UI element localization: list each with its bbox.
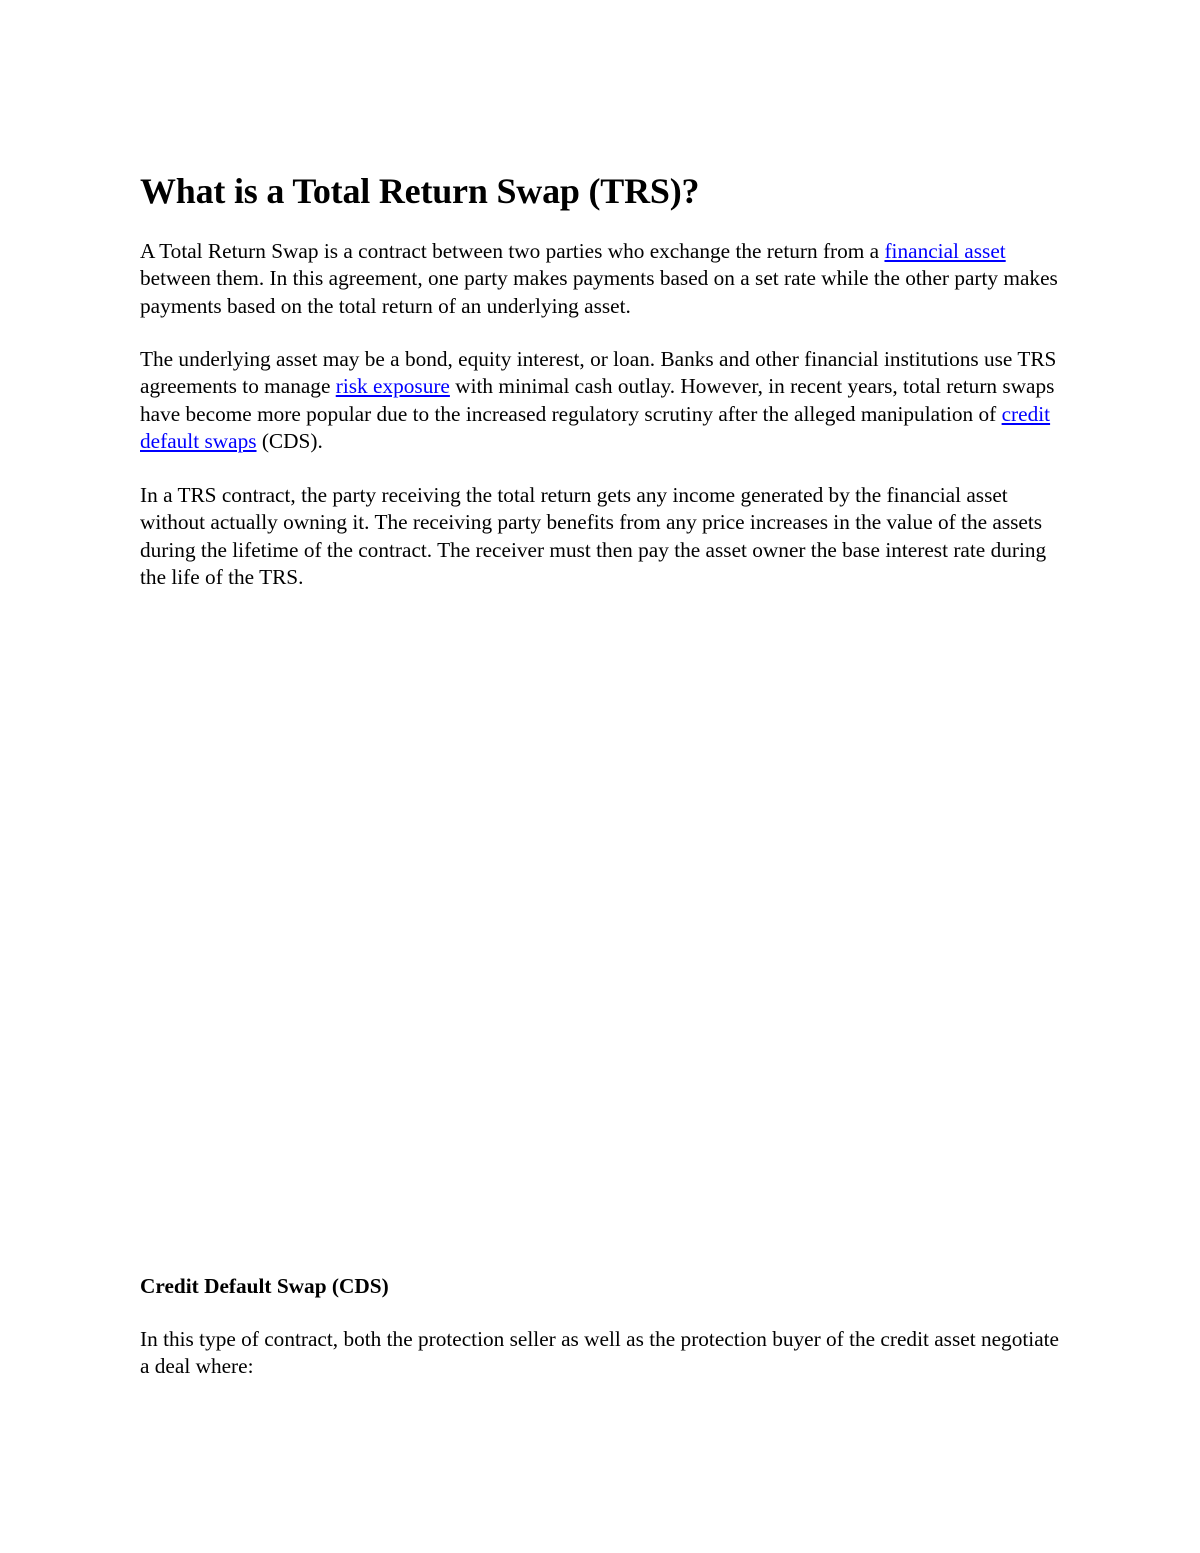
paragraph-underlying-part2: with minimal cash outlay. However, in recent years, total return swaps have become more popular due to the increased regulatory scrutiny after the alleged manipulation of: [140, 374, 1055, 426]
risk-exposure-link[interactable]: risk exposure: [335, 374, 450, 399]
financial-asset-link[interactable]: financial asset: [884, 239, 1006, 263]
section-subheading: Credit Default Swap (CDS): [140, 1274, 389, 1298]
paragraph-intro-text: [140, 238, 1065, 320]
paragraph-intro-part1: A Total Return Swap is a contract between two parties who exchange the return from a: [140, 239, 885, 263]
paragraph-intro: [140, 238, 1065, 320]
paragraph-underlying: [140, 346, 1065, 455]
subheading-block: [140, 1273, 1065, 1300]
paragraph-trs-contract-text: In a TRS contract, the party receiving the total return gets any income generated by the financial asset without actually owning it. The receiving party benefits from any price increases in the value of the assets during the lifetime of the contract. The receiver must then pay the asset owner the base interest rate during the life of the TRS.: [140, 483, 1047, 589]
paragraph-intro-part2: between them. In this agreement, one party makes payments based on a set rate while the other party makes payments based on the total return of an underlying asset.: [140, 266, 1058, 318]
paragraph-underlying-text: [140, 346, 1065, 455]
paragraph-cds-text: In this type of contract, both the protection seller as well as the protection buyer of the credit asset negotiate a deal where:: [140, 1327, 1060, 1379]
page-title: What is a Total Return Swap (TRS)?: [140, 171, 700, 211]
title-block: [140, 171, 1065, 211]
paragraph-cds: [140, 1326, 1065, 1381]
credit-default-swaps-link[interactable]: credit default swaps: [140, 401, 1051, 453]
paragraph-underlying-part1: The underlying asset may be a bond, equity interest, or loan. Banks and other financial institutions use TRS agreements to manage: [140, 347, 1057, 399]
paragraph-trs-contract: [140, 482, 1065, 591]
paragraph-underlying-part3: (CDS).: [256, 428, 323, 453]
